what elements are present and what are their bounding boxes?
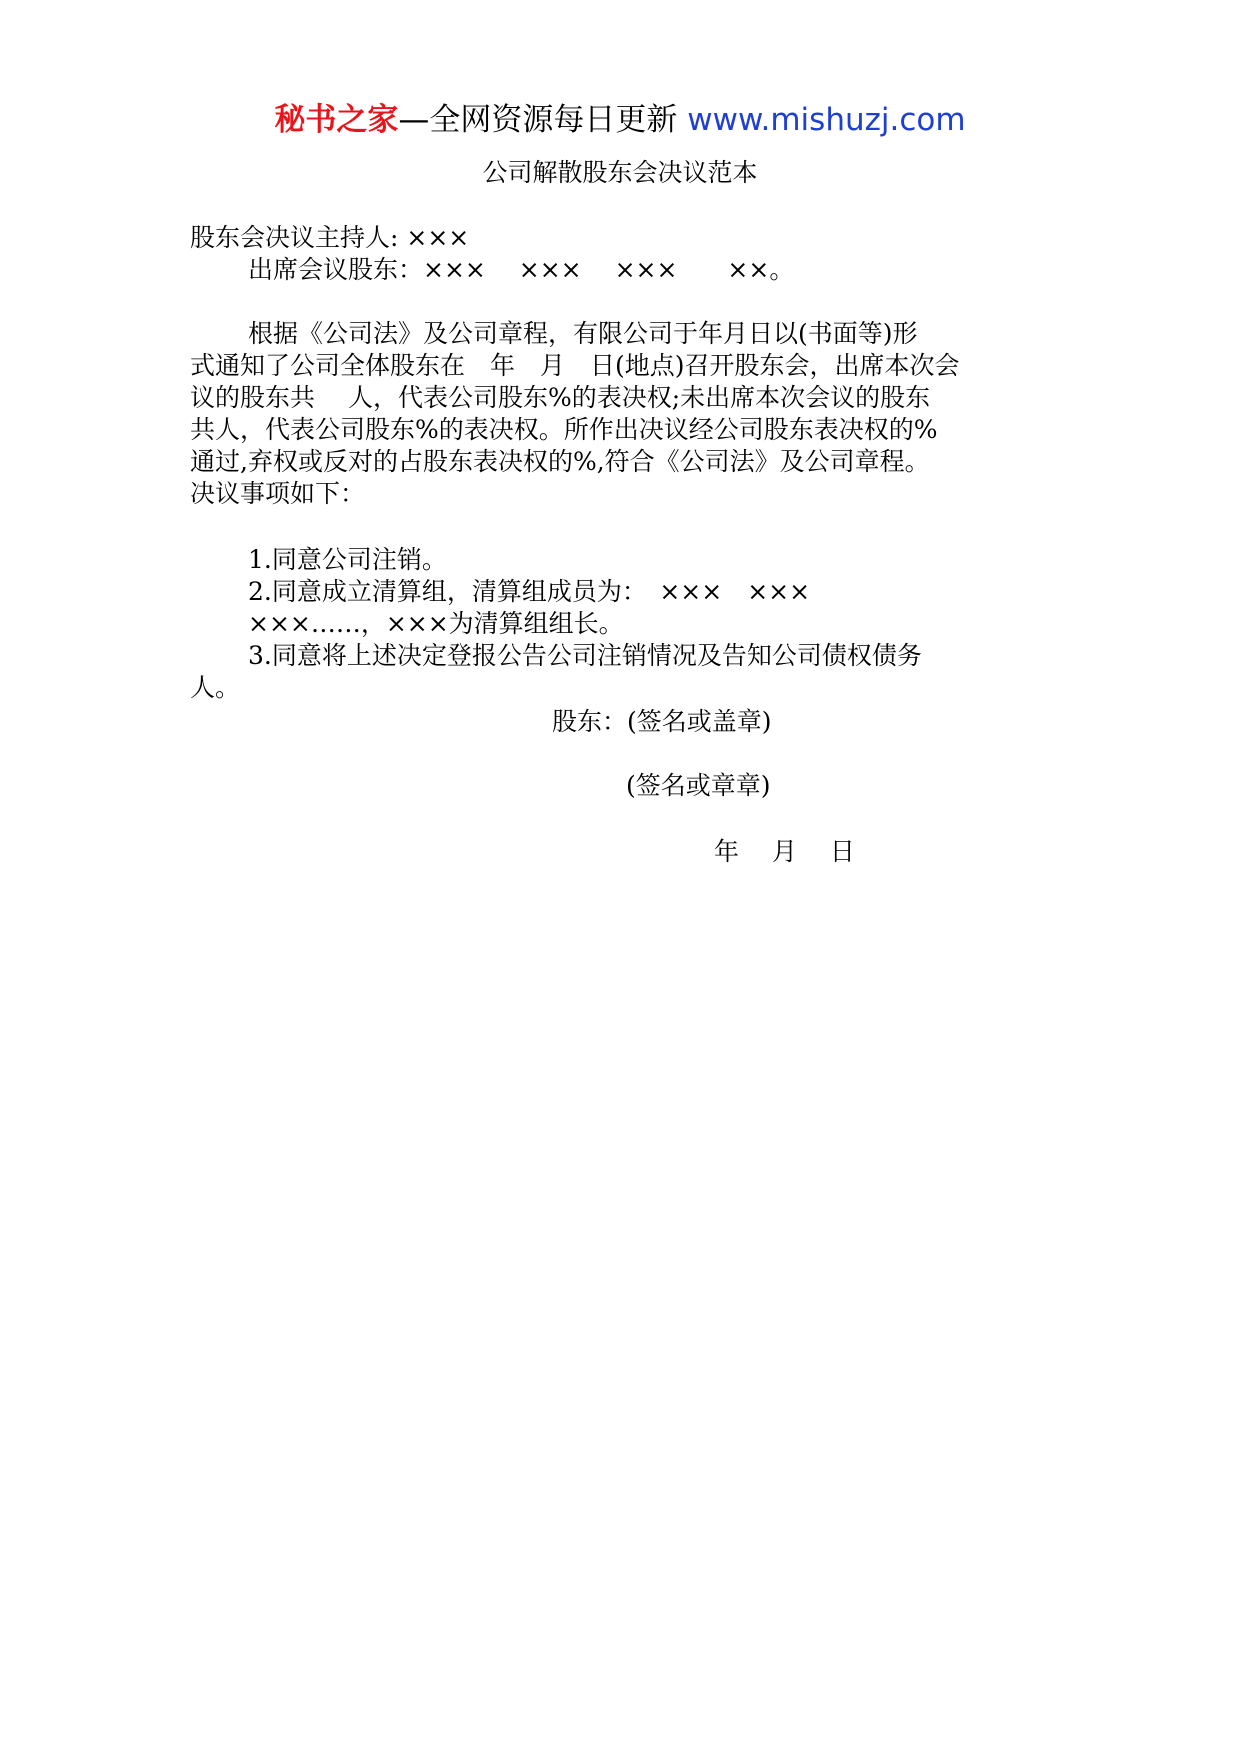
attendees-line: 出席会议股东：××× ××× ××× ××。 [248, 255, 795, 284]
resolution-item: 1.同意公司注销。 [248, 545, 447, 574]
body-line: 决议事项如下： [190, 479, 366, 508]
host-line: 股东会决议主持人: ××× [190, 223, 470, 252]
date-line: 年 月 日 [714, 837, 855, 866]
header-url[interactable]: www.mishuzj.com [687, 102, 966, 138]
body-line: 式通知了公司全体股东在 年 月 日(地点)召开股东会，出席本次会 [190, 351, 960, 380]
signature-seal: (签名或章章) [626, 771, 771, 800]
body-line: 共人，代表公司股东%的表决权。所作出决议经公司股东表决权的% [190, 415, 938, 444]
resolution-item: ×××……，×××为清算组组长。 [248, 609, 624, 638]
document-title: 公司解散股东会决议范本 [482, 158, 758, 187]
resolution-item: 2.同意成立清算组，清算组成员为： ××× ××× [248, 577, 811, 606]
site-header [0, 100, 1240, 140]
header-tagline: —全网资源每日更新 [398, 102, 688, 138]
resolution-item: 人。 [190, 673, 241, 702]
signature-shareholder: 股东：(签名或盖章) [552, 707, 772, 736]
body-line: 议的股东共 人，代表公司股东%的表决权;未出席本次会议的股东 [190, 383, 931, 412]
body-line: 通过,弃权或反对的占股东表决权的%,符合《公司法》及公司章程。 [190, 447, 930, 476]
resolution-item: 3.同意将上述决定登报公告公司注销情况及告知公司债权债务 [248, 641, 922, 670]
body-line: 根据《公司法》及公司章程，有限公司于年月日以(书面等)形 [248, 319, 918, 348]
brand-name: 秘书之家 [274, 102, 399, 138]
